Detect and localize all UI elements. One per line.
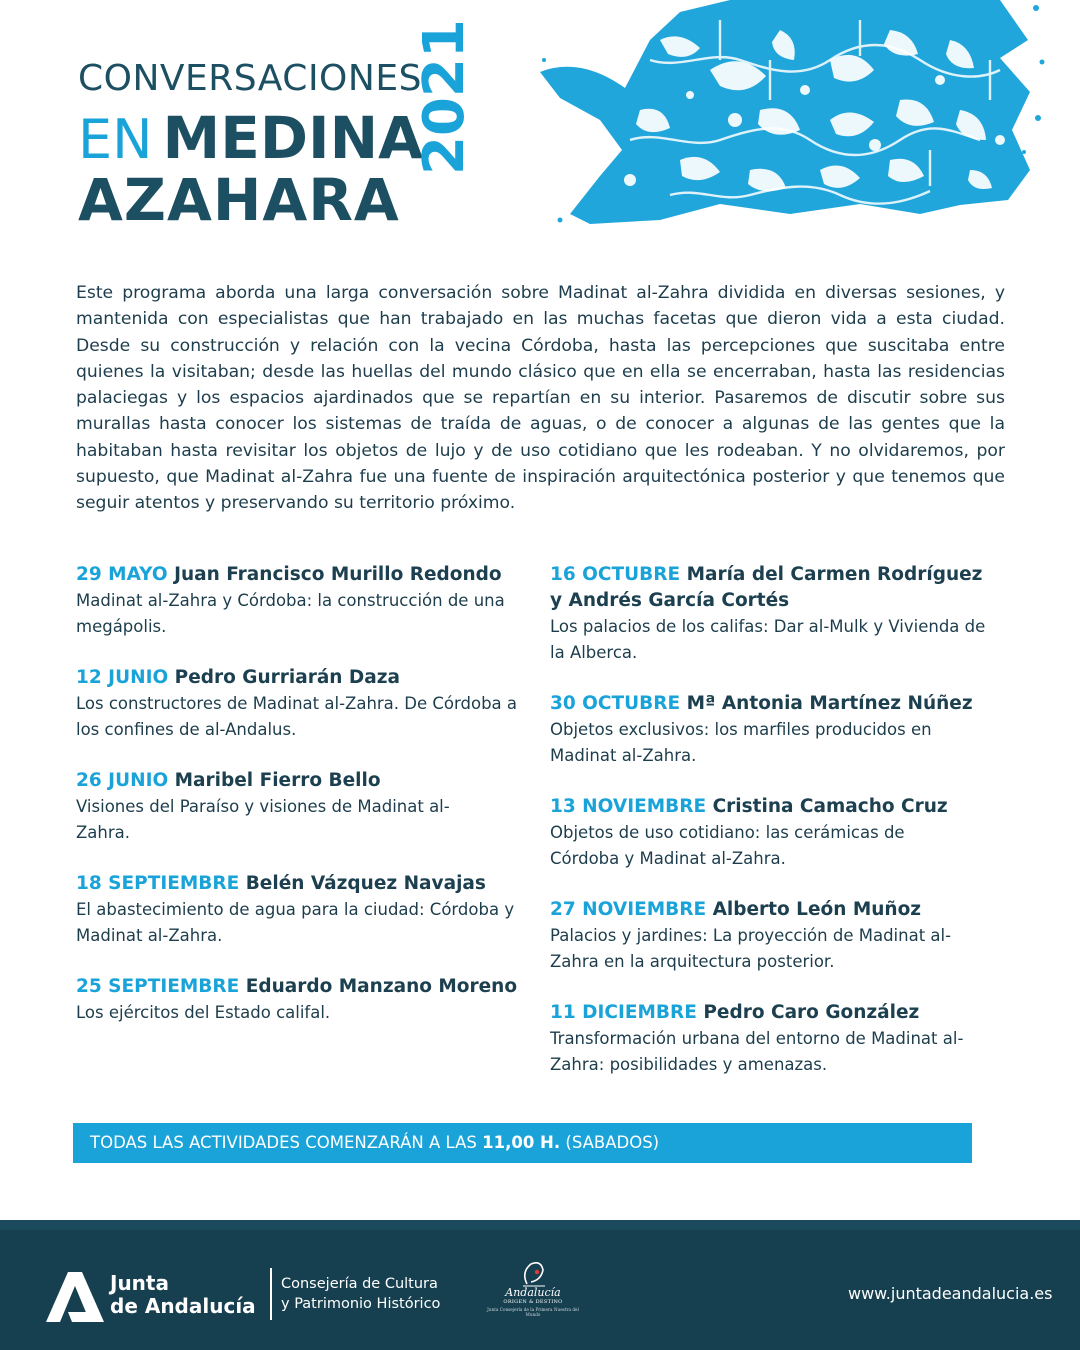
event-item (550, 1000, 1000, 1077)
event-item (550, 897, 1000, 974)
event-date: 18 SEPTIEMBRE (76, 873, 240, 894)
title-line-en-medina (78, 104, 423, 172)
event-item (76, 871, 536, 948)
junta-andalucia-logo-icon (46, 1272, 104, 1322)
events-column-left (76, 562, 536, 1052)
event-description: Los ejércitos del Estado califal. (76, 1003, 331, 1022)
event-speaker: Cristina Camacho Cruz (712, 796, 948, 817)
event-heading (550, 1000, 1000, 1026)
event-heading (550, 897, 1000, 923)
footer (0, 1220, 1080, 1350)
schedule-banner (73, 1123, 972, 1163)
event-description: Transformación urbana del entorno de Madinat al-Zahra: posibilidades y amenazas. (550, 1029, 964, 1074)
event-date: 30 OCTUBRE (550, 693, 681, 714)
banner-suffix: (SABADOS) (565, 1133, 660, 1152)
andalucia-brand: Andalucía (505, 1286, 561, 1299)
event-date: 27 NOVIEMBRE (550, 899, 707, 920)
title-line-conversaciones: CONVERSACIONES (78, 58, 422, 99)
event-heading (76, 768, 536, 794)
event-heading (550, 562, 1000, 614)
banner-time: 11,00 H. (482, 1133, 561, 1152)
intro-paragraph: Este programa aborda una larga conversación sobre Madinat al-Zahra dividida en diversas sesiones, y mantenida con especialistas que han trabajado en las muchas facetas que dieron vida a esta ciudad. Desde su construcción y relación con la vecina Córdoba, hasta las percepciones que suscitaba entre quienes la visitaban; desde las huellas del mundo clásico que en ella se encerraban, hasta las residencias palaciegas y los espacios ajardinados que se repartían en su interior. Pasaremos de discutir sobre sus murallas hasta conocer los sistemas de traída de aguas, o de conocer a algunas de las gentes que la habitaban hasta revisitar los objetos de lujo y de uso cotidiano que les rodeaban. Y no olvidaremos, por supuesto, que Madinat al-Zahra fue una fuente de inspiración arquitectónica posterior y que tenemos que seguir atentos y preservando su territorio próximo. (76, 283, 1005, 514)
event-heading (76, 974, 536, 1000)
andalucia-tagline: ORIGEN & DESTINO (503, 1299, 563, 1305)
consejeria-line-2: y Patrimonio Histórico (281, 1296, 441, 1312)
event-speaker: Maribel Fierro Bello (174, 770, 381, 791)
decorative-ornament-illustration (530, 0, 1050, 232)
event-item (76, 974, 536, 1026)
event-item (550, 691, 1000, 768)
footer-divider (270, 1268, 272, 1320)
event-description: Visiones del Paraíso y visiones de Madinat al-Zahra. (76, 797, 450, 842)
event-item (76, 768, 536, 845)
event-date: 13 NOVIEMBRE (550, 796, 707, 817)
event-date: 29 MAYO (76, 564, 168, 585)
event-heading (76, 665, 536, 691)
event-description: Los palacios de los califas: Dar al-Mulk y Vivienda de la Alberca. (550, 617, 986, 662)
title-medina: MEDINA (162, 104, 424, 172)
banner-prefix: TODAS LAS ACTIVIDADES COMENZARÁN A LAS (90, 1133, 477, 1152)
event-speaker: Pedro Caro González (703, 1002, 920, 1023)
event-description: El abastecimiento de agua para la ciudad: Córdoba y Madinat al-Zahra. (76, 900, 515, 945)
event-heading (76, 562, 536, 588)
title-azahara: AZAHARA (78, 166, 400, 234)
event-speaker: Alberto León Muñoz (712, 899, 922, 920)
event-heading (550, 691, 1000, 717)
junta-line-1: Junta (110, 1271, 169, 1295)
junta-line-2: de Andalucía (110, 1294, 256, 1318)
andalucia-emblem-icon (483, 1262, 583, 1288)
event-item (550, 562, 1000, 665)
event-speaker: Juan Francisco Murillo Redondo (174, 564, 502, 585)
andalucia-origen-destino-logo (483, 1262, 583, 1330)
event-speaker: Belén Vázquez Navajas (245, 873, 486, 894)
event-date: 16 OCTUBRE (550, 564, 681, 585)
andalucia-subtitle: Junta Consejería de la Primera Nuestra del Mundo (487, 1307, 579, 1317)
event-description: Objetos de uso cotidiano: las cerámicas de Córdoba y Madinat al-Zahra. (550, 823, 905, 868)
event-heading (550, 794, 1000, 820)
junta-andalucia-wordmark (110, 1272, 256, 1318)
consejeria-label (281, 1274, 440, 1314)
event-heading (76, 871, 536, 897)
event-date: 26 JUNIO (76, 770, 169, 791)
event-description: Madinat al-Zahra y Córdoba: la construcción de una megápolis. (76, 591, 505, 636)
footer-stripe (0, 1220, 1080, 1230)
event-description: Objetos exclusivos: los marfiles producidos en Madinat al-Zahra. (550, 720, 932, 765)
event-date: 12 JUNIO (76, 667, 169, 688)
event-date: 25 SEPTIEMBRE (76, 976, 240, 997)
events-column-right (550, 562, 1000, 1103)
consejeria-line-1: Consejería de Cultura (281, 1276, 438, 1292)
event-speaker: Pedro Gurriarán Daza (174, 667, 401, 688)
event-item (550, 794, 1000, 871)
title-en: EN (78, 108, 153, 171)
event-item (76, 562, 536, 639)
website-link[interactable]: www.juntadeandalucia.es (848, 1284, 1053, 1303)
event-speaker: Mª Antonia Martínez Núñez (686, 693, 973, 714)
event-speaker: Eduardo Manzano Moreno (245, 976, 518, 997)
event-item (76, 665, 536, 742)
event-description: Los constructores de Madinat al-Zahra. De Córdoba a los confines de al-Andalus. (76, 694, 518, 739)
event-speaker: María del Carmen Rodríguez y Andrés García Cortés (550, 564, 983, 611)
event-description: Palacios y jardines: La proyección de Madinat al-Zahra en la arquitectura posterior. (550, 926, 952, 971)
event-date: 11 DICIEMBRE (550, 1002, 697, 1023)
title-year: 2021 (412, 19, 477, 175)
